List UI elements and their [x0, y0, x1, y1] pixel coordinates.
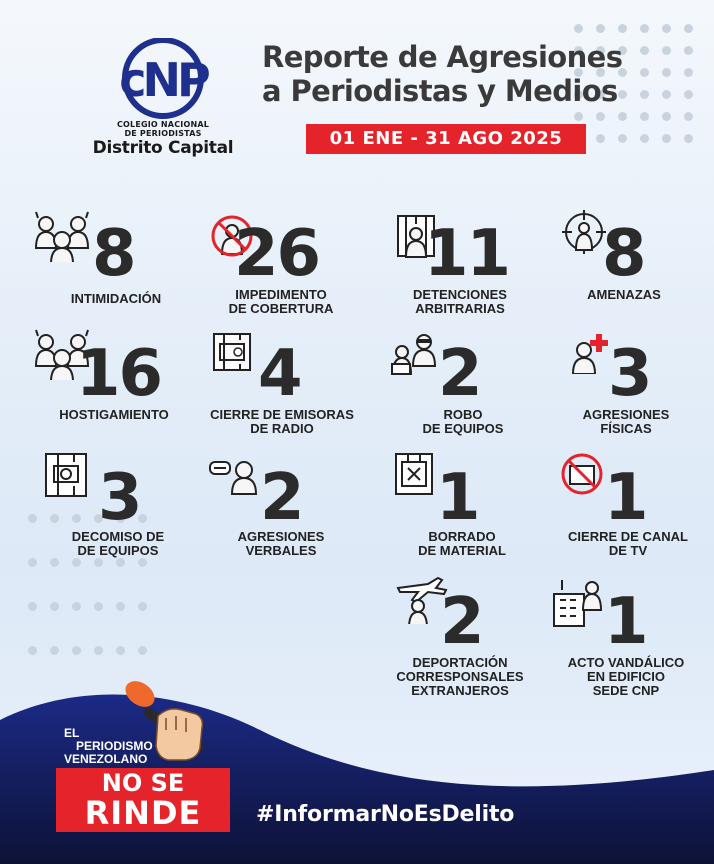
crowd-icon [34, 210, 92, 266]
svg-text:cNP: cNP [119, 53, 207, 107]
stat-label: ROBO DE EQUIPOS [422, 407, 504, 436]
verbal-insult-icon [208, 456, 262, 500]
stat-label: INTIMIDACIÓN [70, 291, 162, 306]
stat-value: 11 [424, 217, 510, 291]
no-tv-icon [560, 452, 604, 500]
stat-value: 1 [436, 461, 479, 535]
stat-value: 4 [258, 337, 301, 411]
target-icon [560, 208, 608, 260]
stat-label: DECOMISO DE DE EQUIPOS [71, 529, 165, 558]
stat-label: BORRADO DE MATERIAL [418, 529, 506, 558]
stat-label: DEPORTACIÓN CORRESPONSALES EXTRANJEROS [396, 655, 524, 698]
stat-value: 1 [604, 461, 647, 535]
slogan-text: EL PERIODISMO VENEZOLANO [64, 726, 153, 766]
deleted-material-icon [394, 452, 434, 500]
seized-camera-icon [44, 452, 92, 504]
stat-label: ACTO VANDÁLICO EN EDIFICIO SEDE CNP [567, 655, 685, 698]
stat-label: HOSTIGAMIENTO [59, 407, 169, 422]
stat-value: 3 [608, 337, 651, 411]
stat-value: 2 [260, 461, 303, 535]
stat-label: CIERRE DE EMISORAS DE RADIO [210, 407, 354, 436]
stat-label: DETENCIONES ARBITRARIAS [413, 287, 507, 316]
org-location: Distrito Capital [92, 138, 234, 158]
hashtag: #InformarNoEsDelito [256, 802, 515, 827]
stat-value: 16 [76, 337, 162, 411]
stat-value: 8 [92, 217, 135, 291]
building-vandalism-icon [550, 576, 606, 632]
stat-value: 3 [98, 461, 141, 535]
page-title: Reporte de Agresiones a Periodistas y Medios [262, 40, 623, 108]
robbery-icon [388, 330, 444, 382]
org-name: COLEGIO NACIONAL DE PERIODISTAS [116, 120, 210, 138]
stat-label: IMPEDIMENTO DE COBERTURA [228, 287, 334, 316]
stat-label: AGRESIONES VERBALES [237, 529, 325, 558]
radio-jail-icon [212, 332, 252, 376]
stat-value: 2 [438, 337, 481, 411]
stat-value: 8 [602, 217, 645, 291]
stat-value: 2 [440, 585, 483, 659]
injured-person-icon [566, 330, 610, 378]
stat-value: 26 [234, 217, 320, 291]
no-se-rinde-banner: NO SE RINDE [56, 768, 230, 832]
stat-label: AMENAZAS [587, 287, 661, 302]
stat-label: CIERRE DE CANAL DE TV [568, 529, 688, 558]
date-range-badge: 01 ENE - 31 AGO 2025 [306, 124, 586, 154]
stat-label: AGRESIONES FÍSICAS [582, 407, 670, 436]
stat-value: 1 [604, 585, 647, 659]
